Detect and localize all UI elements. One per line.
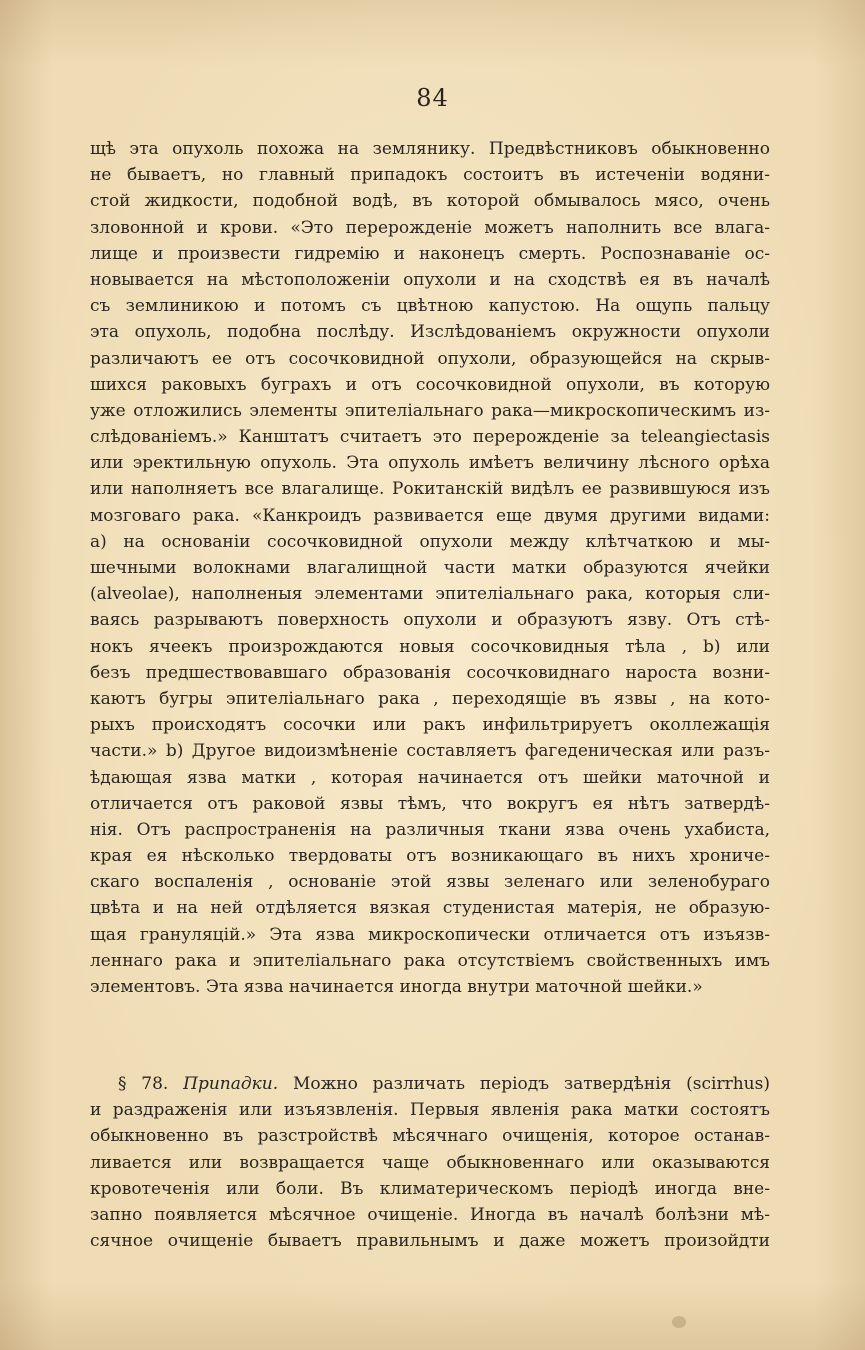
text-line: и раздраженія или изъязвленія. Первыя явленія рака матки состоятъ [90,1100,770,1121]
text-line: шечными волокнами влагалищной части матки образуются ячейки [90,558,770,578]
text-line: отличается отъ раковой язвы тѣмъ, что вокругъ ея нѣтъ затвердѣ- [90,793,770,814]
text-line: обыкновенно въ разстройствѣ мѣсячнаго очищенія, которое останав- [90,1126,770,1147]
text-line: мозговаго рака. «Канкроидъ развивается еще двумя другими видами: [90,505,770,526]
text-line: не бываетъ, но главный припадокъ состоитъ въ истеченіи водяни- [90,165,770,186]
text-line: щѣ эта опухоль похожа на землянику. Предвѣстниковъ обыкновенно [90,139,770,159]
text-line: уже отложились элементы эпителіальнаго рака—микроскопическимъ из- [90,400,770,421]
page-number: 84 [416,84,449,112]
section-heading-line [90,1071,770,1097]
text-line: различаютъ ее отъ сосочковидной опухоли, образующейся на скрыв- [90,348,770,369]
text-line: ваясь разрываютъ поверхность опухоли и образуютъ язву. Отъ стѣ- [90,610,770,631]
section-78-paragraph [90,1071,770,1254]
text-line: элементовъ. Эта язва начинается иногда внутри маточной шейки.» [90,977,703,997]
section-heading: Припадки. [183,1074,279,1094]
text-line: лище и произвести гидремію и наконецъ смерть. Роспознаваніе ос- [90,243,770,264]
text-line: леннаго рака и эпителіальнаго рака отсутствіемъ свойственныхъ имъ [90,950,770,971]
text-line: кровотеченія или боли. Въ климатерическомъ періодѣ иногда вне- [90,1178,770,1199]
text-line: съ землиникою и потомъ съ цвѣтною капустою. На ощупь пальцу [90,296,770,317]
text-line: ливается или возвращается чаще обыкновеннаго или оказываются [90,1152,770,1173]
text-line: запно появляется мѣсячное очищеніе. Иногда въ началѣ болѣзни мѣ- [90,1204,770,1225]
text-line: (alveolae), наполненыя элементами эпителіальнаго рака, которыя сли- [90,584,770,605]
text-line: а) на основаніи сосочковидной опухоли между клѣтчаткою и мы- [90,531,770,552]
text-line: безъ предшествовавшаго образованія сосочковиднаго нароста возни- [90,662,770,683]
section-first-line-text: Можно различать періодъ затвердѣнія (scirrhus) [292,1074,770,1094]
text-line: зловонной и крови. «Это перерожденіе можетъ наполнить все влага- [90,217,770,238]
text-line: слѣдованіемъ.» Канштатъ считаетъ это перерожденіе за teleangiectasis [90,427,770,448]
text-line: эта опухоль, подобна послѣду. Изслѣдованіемъ окружности опухоли [90,322,770,343]
text-line: шихся раковыхъ буграхъ и отъ сосочковидной опухоли, въ которую [90,374,770,395]
text-line: сячное очищеніе бываетъ правильнымъ и даже можетъ произойдти [90,1231,770,1252]
text-line: нія. Отъ распространенія на различныя ткани язва очень ухабиста, [90,819,770,840]
paper-stain [672,1316,686,1328]
section-number: § 78. [118,1074,169,1094]
paragraph-continuation [90,136,770,1000]
text-line: или наполняетъ все влагалище. Рокитанскій видѣлъ ее развившуюся изъ [90,479,770,500]
text-line: новывается на мѣстоположеніи опухоли и на сходствѣ ея въ началѣ [90,269,770,290]
text-line: цвѣта и на ней отдѣляется вязкая студенистая матерія, не образую- [90,898,770,919]
text-line: части.» b) Другое видоизмѣненіе составляетъ фагеденическая или разъ- [90,741,770,762]
text-line: каютъ бугры эпителіальнаго рака , переходящіе въ язвы , на кото- [90,688,770,709]
text-line: стой жидкости, подобной водѣ, въ которой обмывалось мясо, очень [90,191,770,212]
text-line: или эректильную опухоль. Эта опухоль имѣетъ величину лѣсного орѣха [90,453,770,474]
text-line: нокъ ячеекъ произрождаются новыя сосочковидныя тѣла , b) или [90,636,770,657]
text-line: рыхъ происходятъ сосочки или ракъ инфильтрируетъ околлежащія [90,715,770,736]
text-line: скаго воспаленія , основаніе этой язвы зеленаго или зеленобураго [90,872,770,893]
text-line: края ея нѣсколько твердоваты отъ возникающаго въ нихъ хрониче- [90,846,770,867]
text-line: ѣдающая язва матки , которая начинается отъ шейки маточной и [90,767,770,788]
text-line: щая грануляцій.» Эта язва микроскопически отличается отъ изъязв- [90,924,770,945]
